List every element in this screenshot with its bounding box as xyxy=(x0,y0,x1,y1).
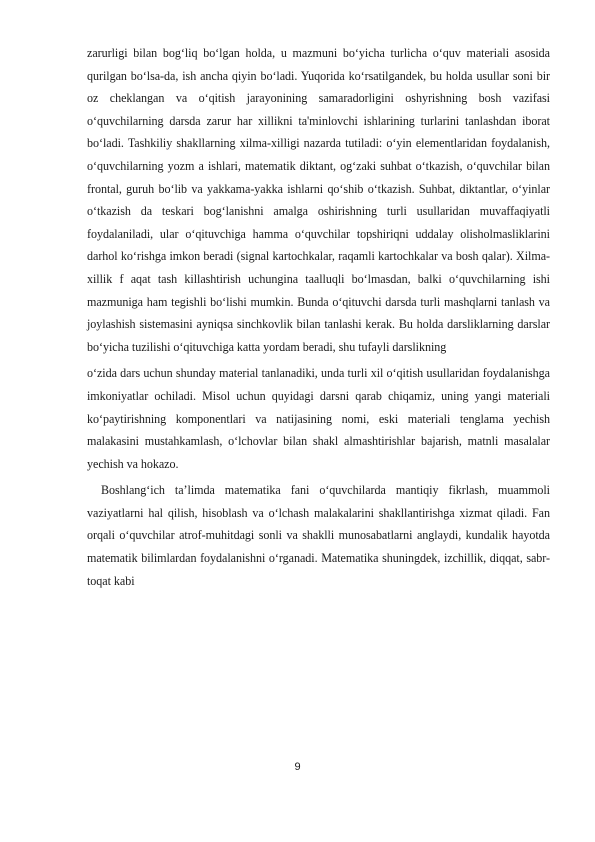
paragraph-1: zarurligi bilan bog‘liq bo‘lgan holda, u mazmuni bo‘yicha turlicha o‘quv materiali asosida qurilgan bo‘lsa-da, ish ancha qiyin bo‘ladi. Yuqorida ko‘rsatilgandek, bu holda usullar soni bir oz cheklangan va o‘qitish jarayonining samaradorligini oshyrishning bosh vazifasi o‘quvchilarning darsda zarur har xillikni ta'minlovchi ishlarining turlarini tanlashdan iborat bo‘ladi. Tashkiliy shakllarning xilma-xilligi nazarda tutiladi: o‘yin elementlaridan foydalanish, o‘quvchilarning yozm a ishlari, matematik diktant, og‘zaki suhbat o‘tkazish, o‘quvchilar bilan frontal, guruh bo‘lib va yakkama-yakka ishlarni qo‘shib o‘tkazish. Suhbat, diktantlar, o‘yinlar o‘tkazish da teskari bog‘lanishni amalga oshirishning turli usullaridan muvaffaqiyatli foydalaniladi, ular o‘qituvchiga hamma o‘quvchilar topshiriqni uddalay olisholmasliklarini darhol ko‘rishga imkon beradi (signal kartochkalar, raqamli kartochkalar va bosh qalar). Xilma-xillik f aqat tash killashtirish uchungina taalluqli bo‘lmasdan, balki o‘quvchilarning ishi mazmuniga ham tegishli bo‘lishi mumkin. Bunda o‘qituvchi darsda turli mashqlarni tanlash va joylashish sistemasini ayniqsa sinchkovlik bilan tanlashi kerak. Bu holda darsliklarning darslar bo‘yicha tuzilishi o‘qituvchiga katta yordam beradi, shu tufayli darslikning xyxy=(87,46,550,354)
paragraph-3: Boshlang‘ich ta’limda matematika fani o‘quvchilarda mantiqiy fikrlash, muammoli vaziyatlarni hal qilish, hisoblash va o‘lchash malakalarini shakllantirishga xizmat qiladi. Fan orqali o‘quvchilar atrof-muhitdagi sonli va shaklli munosabatlarni anglaydi, kundalik hayotda matematik bilimlardan foydalanishni o‘rganadi. Matematika shuningdek, izchillik, diqqat, sabr-toqat kabi xyxy=(87,483,550,588)
page-number: 9 xyxy=(294,761,301,773)
paragraph-2: o‘zida dars uchun shunday material tanlanadiki, unda turli xil o‘qitish usullaridan foydalanishga imkoniyatlar ochiladi. Misol uchun quyidagi darsni qarab chiqamiz, uning yangi materiali ko‘paytirishning komponentlari va natijasining nomi, eski materiali tenglama yechish malakasini mustahkamlash, o‘lchovlar bilan shakl almashtirishlar bajarish, matnli masalalar yechish va hokazo. xyxy=(87,366,550,471)
document-page xyxy=(87,42,550,592)
